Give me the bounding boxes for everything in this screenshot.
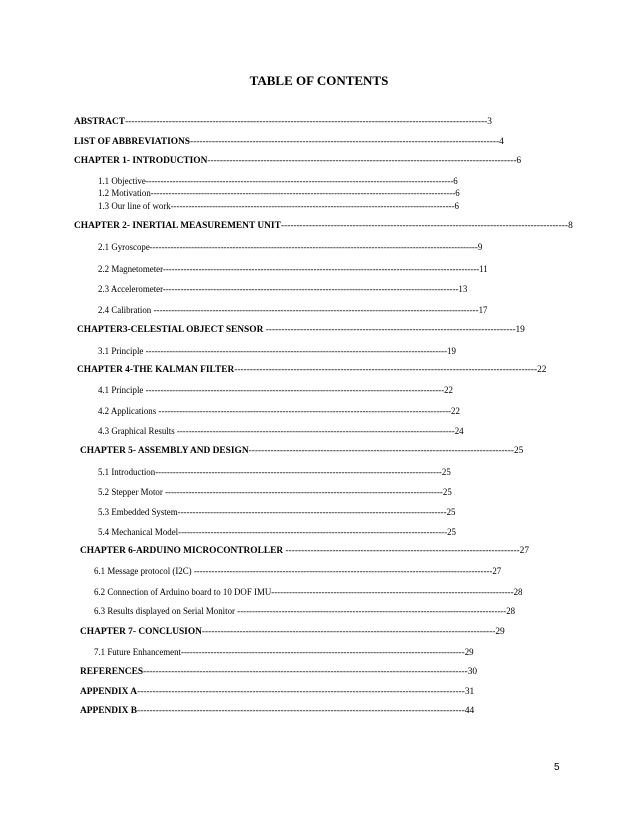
toc-entry-page: 24 [454,426,464,436]
toc-entry-page: 4 [499,137,504,147]
toc-entry-label: 2.3 Accelerometer [98,284,163,294]
toc-entry [80,706,520,716]
toc-entry-label: CHAPTER 1- INTRODUCTION [74,156,208,166]
toc-entry-label: 2.1 Gyroscope [98,242,150,252]
toc-entry [94,566,546,576]
toc-entry [98,467,518,477]
toc-entry [74,221,573,231]
toc-entry [74,117,530,127]
toc-entry-label: 2.4 Calibration [98,305,154,315]
toc-entry-page: 25 [442,487,452,497]
toc-entry-leader: -------------------------------------------------------------------------------------------- [280,221,569,231]
toc-entry-page: 17 [478,305,488,315]
toc-entry-label: 4.1 Principle [98,385,146,395]
toc-entry [98,176,522,186]
toc-entry-label: 1.1 Objective [98,176,146,186]
toc-entry-label: 7.1 Future Enhancement [94,647,181,657]
toc-entry [74,156,530,166]
toc-entry [80,627,526,637]
toc-entry-leader: ---------------------------------------------------------------------------------------------- [165,487,443,497]
toc-entry [94,606,560,616]
toc-entry-page: 31 [464,687,475,697]
toc-entry-page: 8 [568,221,573,231]
toc-entry [98,487,522,497]
toc-entry-label: CHAPTER 5- ASSEMBLY AND DESIGN [80,446,249,456]
toc-entry [77,365,547,375]
toc-entry-leader: ---------------------------------------------------------------------------------------------------- [162,284,459,294]
toc-entry-leader: ------------------------------------------------------------------------------------------------------- [150,188,456,198]
toc-entry-label: 5.1 Introduction [98,467,156,477]
toc-entry-page: 28 [506,606,516,616]
toc-entry-leader: ------------------------------------------------------------------------------------------------ [181,647,465,657]
toc-entry-label: CHAPTER3-CELESTIAL OBJECT SENSOR [77,325,266,335]
toc-entry-leader: ------------------------------------------------------------------------------------------------- [155,467,442,477]
toc-entry-label: APPENDIX B [80,706,138,716]
toc-entry-label: 1.3 Our line of work [98,201,171,211]
toc-entry [98,426,522,436]
toc-entry-page: 22 [451,406,460,416]
toc-entry-label: CHAPTER 2- INERTIAL MEASUREMENT UNIT [74,221,281,231]
toc-entry-page: 22 [444,385,453,395]
toc-entry [98,507,522,517]
toc-entry-leader: -------------------------------------------------------------------------------------------------------- [145,176,454,186]
page-number: 5 [554,762,560,773]
toc-entry-leader: --------------------------------------------------------------------------------------------------- [190,137,500,147]
toc-title: TABLE OF CONTENTS [249,73,389,88]
toc-entry-page: 19 [447,346,456,356]
toc-entry-leader: --------------------------------------------------------------------------------------------------- [207,156,517,166]
toc-entry-label: 5.4 Mechanical Model [98,527,179,537]
toc-entry-label: 4.3 Graphical Results [98,426,177,436]
toc-entry-label: 6.1 Message protocol (I2C) [94,566,194,576]
toc-entry-label: 6.2 Connection of Arduino board to 10 DOF IMU [94,587,272,597]
toc-entry-page: 3 [487,117,492,127]
toc-entry-label: ABSTRACT [74,117,126,127]
toc-entry-leader: --------------------------------------------------------------------------------------------------- [158,406,451,416]
toc-entry [98,527,530,537]
toc-entry [80,667,524,677]
toc-entry-leader: ----------------------------------------------------------------------------------------------------------- [162,264,480,274]
toc-entry-label: 2.2 Magnetometer [98,264,163,274]
toc-entry-leader: --------------------------------------------------------------------------------------------------------------- [149,242,478,252]
toc-entry-page: 6 [516,156,522,166]
toc-entry-page: 11 [479,264,488,274]
toc-entry-label: 5.2 Stepper Motor [98,487,166,497]
toc-entry [98,385,522,395]
toc-entry-leader: ----------------------------------------------------------------------------------------------------- [193,566,493,576]
toc-entry-leader: -------------------------------------------------------------------------------------------------------- [143,667,468,677]
toc-entry-leader: ---------------------------------------------------------------------------------- [271,587,514,597]
toc-entry [80,687,520,697]
toc-entry-page: 29 [464,647,474,657]
toc-entry-page: 27 [519,546,530,556]
toc-entry-label: REFERENCES [80,667,144,677]
toc-entry-label: CHAPTER 4-THE KALMAN FILTER [77,365,235,375]
toc-entry-label: CHAPTER 6-ARDUINO MICROCONTROLLER [80,546,286,556]
toc-entry-page: 6 [454,201,459,211]
toc-entry-page: 22 [537,365,547,375]
toc-entry-label: 4.2 Applications [98,406,159,416]
toc-entry [94,587,560,597]
toc-entry-label: APPENDIX A [80,687,138,697]
toc-entry-leader: ------------------------------------------------------------------------------------- [248,446,514,456]
toc-entry [98,284,530,294]
toc-entry-label: 5.3 Embedded System [98,507,178,517]
toc-entry-page: 28 [513,587,523,597]
toc-entry-page: 19 [515,325,525,335]
toc-entry-page: 6 [453,176,458,186]
toc-entry-leader: ----------------------------------------------------------------------------------------------------- [145,385,445,395]
toc-entry-leader: ------------------------------------------------------------------------------------------- [237,606,507,616]
toc-entry-label: CHAPTER 7- CONCLUSION [80,627,202,637]
toc-entry-page: 9 [477,242,483,252]
toc-entry-label: 6.3 Results displayed on Serial Monitor [94,606,238,616]
toc-entry [98,346,526,356]
toc-entry-leader: ------------------------------------------------------------------------------------------------------ [145,346,448,356]
toc-entry [98,188,522,198]
toc-entry-page: 13 [458,284,468,294]
toc-entry-leader: ---------------------------------------------------------------------------------------------- [176,426,455,436]
toc-entry-page: 25 [441,467,451,477]
toc-entry [98,264,556,274]
toc-entry-label: LIST OF ABBREVIATIONS [74,137,191,147]
toc-entry-leader: -------------------------------------------------------------------------------------------------------------- [153,305,479,315]
toc-entry-label: 1.2 Motivation [98,188,151,198]
toc-entry [80,546,562,556]
toc-entry-page: 30 [467,667,478,677]
toc-entry [74,137,548,147]
toc-entry-page: 44 [464,706,475,716]
toc-entry [98,305,556,315]
toc-entry [98,406,522,416]
toc-entry-leader: ------------------------------------------------------------------------------------------------ [170,201,455,211]
toc-entry [94,647,520,657]
toc-entry-leader: -------------------------------------------------------------------------------------------------------------------- [125,117,488,127]
toc-entry-leader: ---------------------------------------------------------------------------------------------- [201,627,496,637]
toc-entry [98,242,544,252]
toc-entry-leader: ------------------------------------------------------------------------------------------- [177,507,447,517]
toc-entry-leader: ------------------------------------------------------------------------------------------- [178,527,448,537]
toc-entry-page: 6 [455,188,460,198]
toc-entry-page: 25 [446,507,456,517]
toc-entry-page: 25 [513,446,524,456]
toc-entry [98,201,522,211]
toc-entry-page: 29 [495,627,505,637]
toc-entry [77,325,549,335]
toc-entry-page: 25 [447,527,456,537]
toc-entry-leader: --------------------------------------------------------------------------- [285,546,520,556]
toc-entry-leader: -------------------------------------------------------------------------------- [265,325,516,335]
toc-entry-leader: --------------------------------------------------------------------------------------------------------- [137,687,465,697]
toc-entry-page: 27 [492,566,502,576]
toc-entry-label: 3.1 Principle [98,346,146,356]
toc-entry-leader: --------------------------------------------------------------------------------------------------------- [137,706,465,716]
toc-entry [80,446,536,456]
toc-entry-leader: ------------------------------------------------------------------------------------------------- [234,365,538,375]
